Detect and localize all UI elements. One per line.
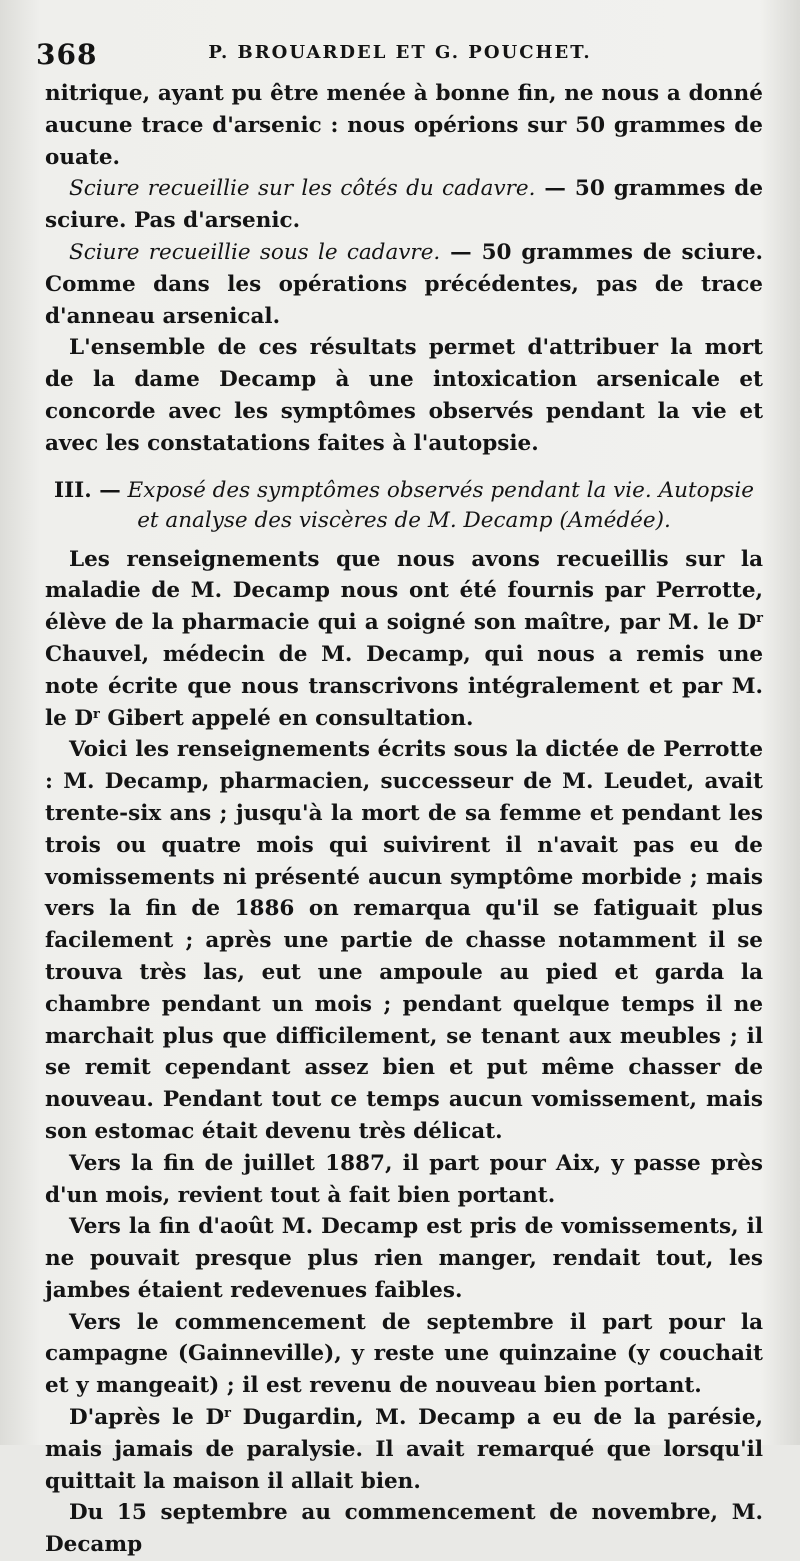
paragraph-text: Vers la fin d'août M. Decamp est pris de vomissements, il ne pouvait presque plus rien manger, rendait tout, les jambes étaient redevenues faibles.	[45, 1214, 763, 1303]
paragraph-continuation	[45, 78, 763, 173]
page-header	[36, 36, 764, 76]
paragraph-perrotte	[45, 734, 763, 1147]
paragraph-text: Du 15 septembre au commencement de novembre, M. Decamp	[45, 1500, 763, 1558]
superscript: r	[224, 1406, 231, 1422]
paragraph-text: L'ensemble de ces résultats permet d'attribuer la mort de la dame Decamp à une intoxication arsenicale et concorde avec les symptômes observés pendant la vie et avec les constatations faites à l'autopsie.	[45, 335, 763, 456]
paragraph-text: Vers le commencement de septembre il part pour la campagne (Gainneville), y reste une quinzaine (y couchait et y mangeait) ; il est revenu de nouveau bien portant.	[45, 1309, 763, 1399]
superscript: r	[756, 611, 763, 627]
paragraph-text: nitrique, ayant pu être menée à bonne fin, ne nous a donné aucune trace d'arsenic : nous opérions sur 50 grammes de ouate.	[45, 81, 763, 170]
paragraph-text: — 50 grammes de sciure. Pas d'arsenic.	[45, 176, 764, 234]
paragraph-renseignements	[45, 544, 763, 735]
section-number: III. —	[54, 477, 121, 503]
running-title: P. BROUARDEL ET G. POUCHET.	[208, 42, 592, 63]
section-heading	[45, 476, 763, 536]
paragraph-juillet	[45, 1148, 763, 1212]
paragraph-septembre	[45, 1307, 763, 1402]
paragraph-text: Vers la fin de juillet 1887, il part pour Aix, y passe près d'un mois, revient tout à fait bien portant.	[45, 1150, 763, 1208]
paragraph-conclusion	[45, 332, 763, 459]
paragraph-text: Chauvel, médecin de M. Decamp, qui nous a remis une note écrite que nous transcrivons intégralement et par M. le D	[45, 641, 763, 731]
paragraph-text: D'après le D	[69, 1405, 225, 1431]
paragraph-text: Les renseignements que nous avons recueillis sur la maladie de M. Decamp nous ont été fournis par Perrotte, élève de la pharmacie qui a soigné son maître, par M. le D	[45, 546, 763, 636]
paragraph-text: Gibert appelé en consultation.	[99, 705, 474, 731]
paragraph-novembre	[45, 1497, 763, 1561]
paragraph-sciure-sous	[45, 237, 763, 332]
body-text	[45, 78, 763, 1561]
page-number: 368	[36, 38, 98, 71]
paragraph-text: — 50 grammes de sciure. Comme dans les opérations précédentes, pas de trace d'anneau arsenical.	[45, 239, 763, 329]
superscript: r	[92, 706, 100, 722]
paragraph-text: Voici les renseignements écrits sous la dictée de Perrotte : M. Decamp, pharmacien, successeur de M. Leudet, avait trente-six ans ; jusqu'à la mort de sa femme et pendant les trois ou quatre mois qui suivirent il n'avait pas eu de vomissements ni présenté aucun symptôme morbide ; mais vers la fin de 1886 on remarqua qu'il se fatiguait plus facilement ; après une partie de chasse notamment il se trouva très las, eut une ampoule au pied et garda la chambre pendant un mois ; pendant quelque temps il ne marchait plus que difficilement, se tenant aux meubles ; il se remit cependant assez bien et put même chasser de nouveau. Pendant tout ce temps aucun vomissement, mais son estomac était devenu très délicat.	[45, 737, 763, 1144]
paragraph-dugardin	[45, 1402, 763, 1497]
paragraph-italic-lead: Sciure recueillie sous le cadavre.	[69, 239, 441, 265]
paragraph-sciure-cotes	[45, 173, 763, 237]
paragraph-text: Dugardin, M. Decamp a eu de la parésie, mais jamais de paralysie. Il avait remarqué que lorsqu'il quittait la maison il allait bien.	[45, 1405, 764, 1494]
paragraph-aout	[45, 1211, 763, 1306]
section-title: Exposé des symptômes observés pendant la vie. Autopsie et analyse des viscères de M. Decamp (Amédée).	[127, 477, 754, 533]
paragraph-italic-lead: Sciure recueillie sur les côtés du cadavre.	[69, 176, 536, 202]
